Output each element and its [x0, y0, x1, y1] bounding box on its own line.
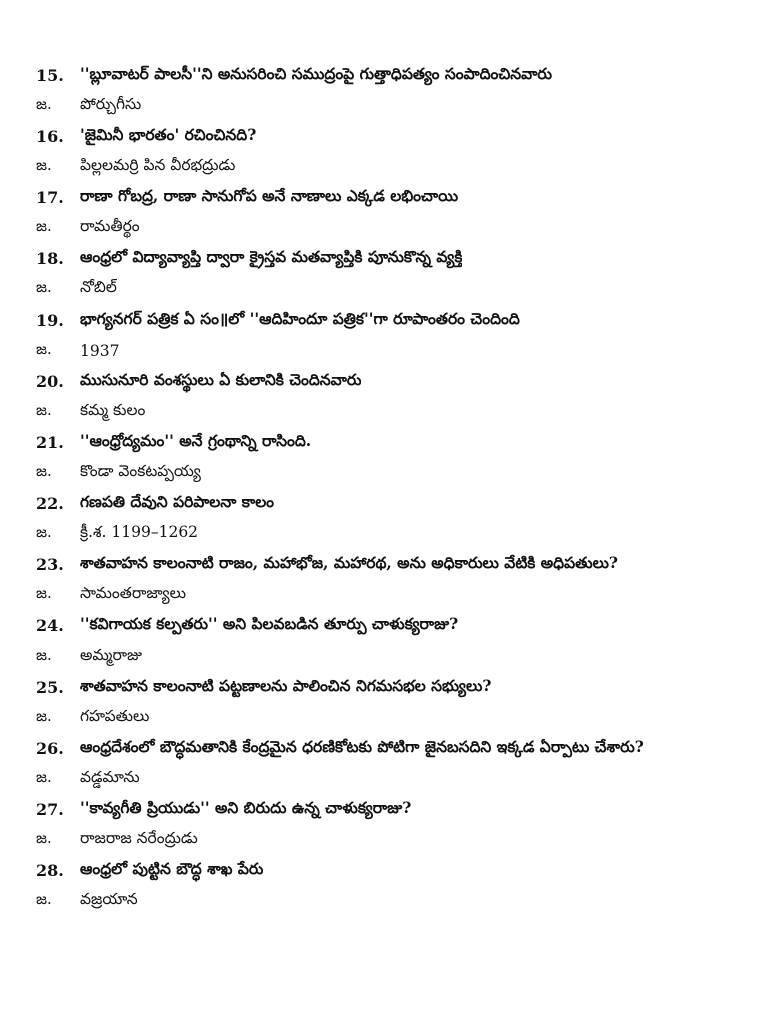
answer-label: జ. [36, 890, 52, 909]
question-text: ఆంధ్రలో విద్యావ్యాప్తి ద్వారా క్రైస్తవ మతవ్యాప్తికి పూనుకొన్న వ్యక్తి [80, 247, 463, 267]
answer-label: జ. [36, 523, 52, 542]
question-text: శాతవాహన కాలంనాటి రాజం, మహాభోజ, మహారథ, అను అధికారులు వేటికి అధిపతులు? [80, 553, 618, 573]
question-text: ''బ్లూవాటర్ పాలసీ''ని అనుసరించి సముద్రంపై గుత్తాధిపత్యం సంపాదించినవారు [80, 63, 552, 83]
answer-label: జ. [36, 584, 52, 603]
answer-label: జ. [36, 339, 52, 358]
question-number: 28. [36, 861, 64, 881]
question-row [0, 60, 768, 91]
answer-row [0, 764, 768, 795]
answer-text: పిల్లలమర్రి పిన వీరభద్రుడు [80, 156, 236, 175]
question-text: గణపతి దేవుని పరిపాలనా కాలం [80, 492, 275, 512]
answer-text: సామంతరాజ్యాలు [80, 584, 187, 603]
answer-text: నోబిల్ [80, 278, 117, 297]
answer-row [0, 335, 768, 366]
question-number: 16. [36, 126, 64, 146]
answer-row [0, 519, 768, 550]
answer-label: జ. [36, 400, 52, 419]
answer-row [0, 213, 768, 244]
answer-text: రామతీర్థం [80, 217, 140, 236]
question-row [0, 550, 768, 581]
answer-label: జ. [36, 706, 52, 725]
question-number: 26. [36, 738, 64, 758]
answer-row [0, 580, 768, 611]
question-row [0, 305, 768, 336]
answer-row [0, 641, 768, 672]
question-row [0, 672, 768, 703]
question-number: 22. [36, 494, 64, 514]
answer-text: కొండా వెంకటప్పయ్య [80, 462, 201, 481]
question-text: ''కవిగాయక కల్పతరు'' అని పిలవబడిన తూర్పు చాళుక్యరాజు? [80, 614, 459, 634]
question-number: 17. [36, 188, 64, 208]
question-text: ''కావ్యగీతి ప్రియుడు'' అని బిరుదు ఉన్న చాళుక్యరాజు? [80, 798, 412, 818]
question-row [0, 611, 768, 642]
question-number: 25. [36, 677, 64, 697]
question-row [0, 488, 768, 519]
question-number: 23. [36, 555, 64, 575]
question-text: ఆంధ్రలో పుట్టిన బౌద్ధ శాఖ పేరు [80, 859, 264, 879]
answer-text: పోర్చుగీసు [80, 94, 142, 113]
answer-label: జ. [36, 829, 52, 848]
answer-row [0, 702, 768, 733]
question-text: ఆంధ్రదేశంలో బౌద్ధమతానికి కేంద్రమైన ధరణికోటకు పోటిగా జైనబసదిని ఇక్కడ ఏర్పాటు చేశారు? [80, 736, 644, 756]
question-number: 19. [36, 310, 64, 330]
answer-text: 1937 [80, 341, 120, 360]
question-row [0, 244, 768, 275]
answer-label: జ. [36, 156, 52, 175]
answer-row [0, 274, 768, 305]
answer-label: జ. [36, 462, 52, 481]
answer-text: రాజరాజ నరేంద్రుడు [80, 829, 198, 848]
question-row [0, 182, 768, 213]
question-text: ముసునూరి వంశస్థులు ఏ కులానికి చెందినవారు [80, 369, 362, 389]
question-row [0, 733, 768, 764]
question-row [0, 855, 768, 886]
question-number: 21. [36, 432, 64, 452]
answer-label: జ. [36, 645, 52, 664]
question-row [0, 366, 768, 397]
answer-row [0, 397, 768, 428]
answer-text: క్రీ.శ. 1199–1262 [80, 523, 199, 542]
document-page [0, 60, 768, 917]
answer-label: జ. [36, 94, 52, 113]
answer-text: వడ్డమాను [80, 767, 140, 786]
question-text: భాగ్యనగర్ పత్రిక ఏ సం॥లో ''ఆదిహిందూ పత్రిక''గా రూపాంతరం చెందింది [80, 308, 520, 328]
question-number: 27. [36, 800, 64, 820]
answer-text: వజ్రయాన [80, 890, 138, 909]
question-text: శాతవాహన కాలంనాటి పట్టణాలను పాలించిన నిగమసభల సభ్యులు? [80, 675, 492, 695]
question-text: రాణా గోబద్ర, రాణా సానుగోప అనే నాణాలు ఎక్కడ లభించాయి [80, 186, 459, 206]
question-row [0, 121, 768, 152]
question-row [0, 794, 768, 825]
answer-row [0, 825, 768, 856]
answer-label: జ. [36, 278, 52, 297]
answer-label: జ. [36, 767, 52, 786]
question-number: 18. [36, 249, 64, 269]
question-text: 'జైమినీ భారతం' రచించినది? [80, 124, 257, 144]
answer-row [0, 152, 768, 183]
answer-text: గహపతులు [80, 706, 150, 725]
question-number: 15. [36, 65, 64, 85]
answer-text: కమ్మ కులం [80, 400, 146, 419]
answer-row [0, 886, 768, 917]
question-text: ''ఆంధ్రోద్యమం'' అనే గ్రంథాన్ని రాసింది. [80, 430, 312, 450]
answer-row [0, 458, 768, 489]
answer-label: జ. [36, 217, 52, 236]
question-number: 20. [36, 371, 64, 391]
answer-text: అమ్మరాజు [80, 645, 142, 664]
answer-row [0, 91, 768, 122]
question-row [0, 427, 768, 458]
question-number: 24. [36, 616, 64, 636]
